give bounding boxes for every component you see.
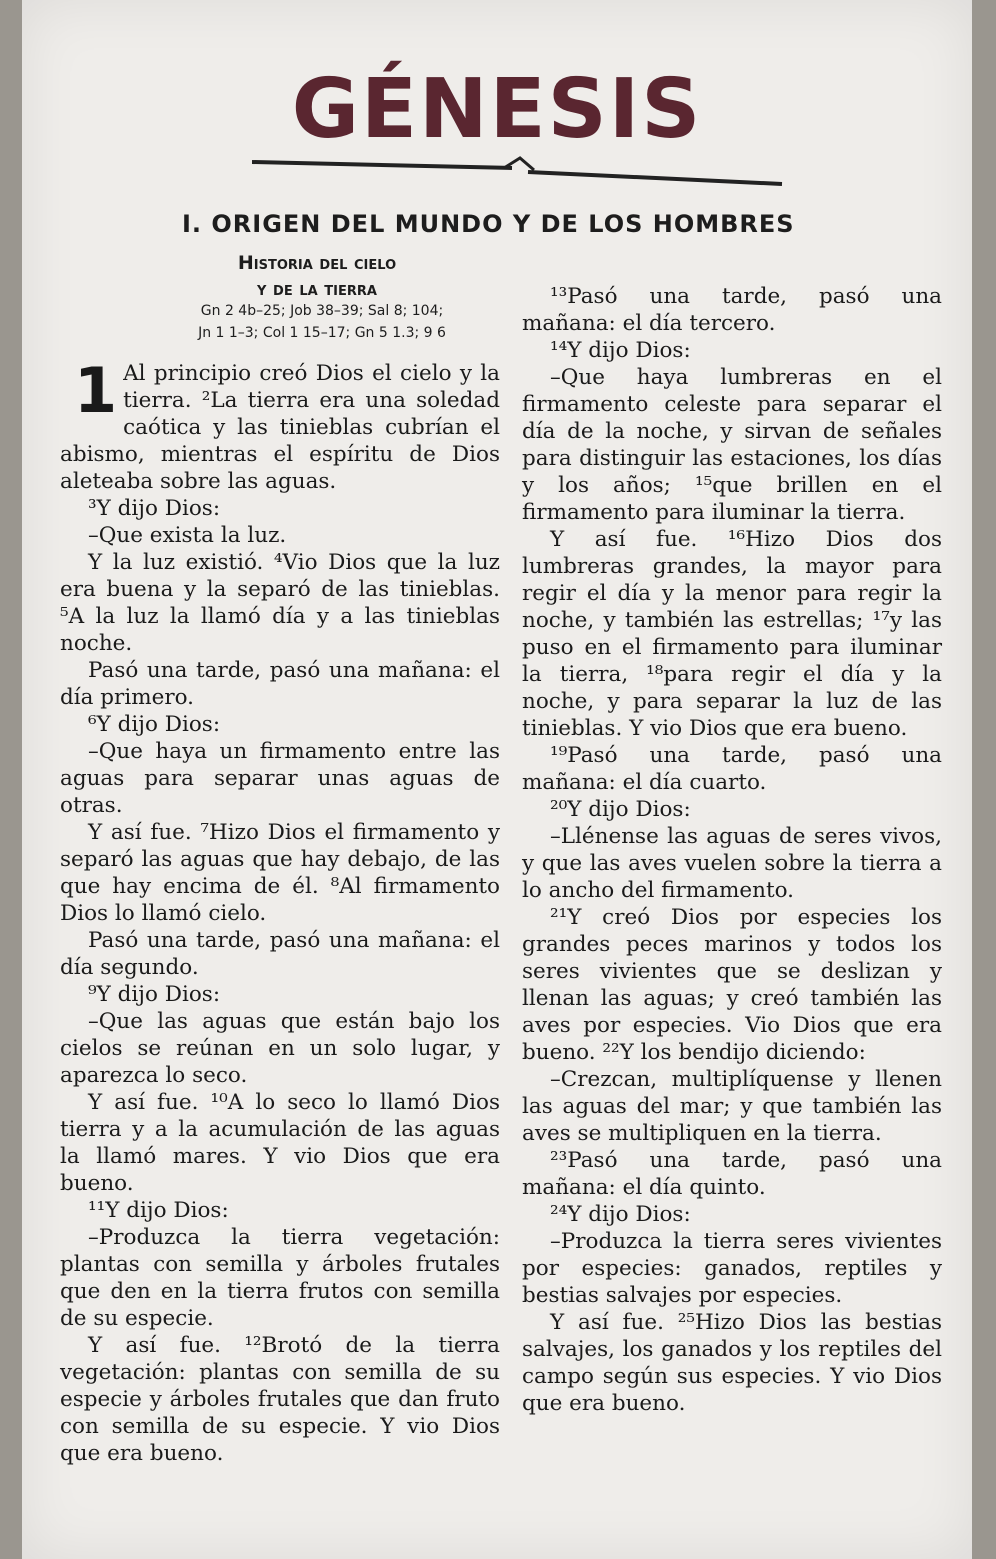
chapter-number: 1 xyxy=(74,354,118,427)
paragraph: ²¹Y creó Dios por especies los grandes peces marinos y todos los seres vivientes que se deslizan y llenan las aguas; y creó también las aves por especies. Vio Dios que era bueno. ²²Y los bendijo diciendo: xyxy=(522,905,942,1065)
paragraph: –Produzca la tierra seres vivientes por especies: ganados, reptiles y bestias salvajes por especies. xyxy=(522,1229,942,1308)
pericope-heading-line2: y de la tierra xyxy=(257,278,377,300)
paragraph: ¹³Pasó una tarde, pasó una mañana: el día tercero. xyxy=(522,284,942,336)
cross-references-line2: Jn 1 1–3; Col 1 15–17; Gn 5 1.3; 9 6 xyxy=(198,325,446,341)
cross-references xyxy=(162,300,482,344)
paragraph: Y así fue. ¹²Brotó de la tierra vegetación: plantas con semilla de su especie y árboles frutales que dan fruto con semilla de su especie. Y vio Dios que era bueno. xyxy=(60,1333,500,1466)
paragraph: ²⁰Y dijo Dios: xyxy=(550,797,691,822)
paragraph: Y así fue. ²⁵Hizo Dios las bestias salvajes, los ganados y los reptiles del campo según sus especies. Y vio Dios que era bueno. xyxy=(522,1310,942,1416)
paragraph: ²⁴Y dijo Dios: xyxy=(550,1202,691,1227)
paragraph: Y así fue. ¹⁰A lo seco lo llamó Dios tierra y a la acumulación de las aguas la llamó mares. Y vio Dios que era bueno. xyxy=(60,1090,500,1196)
paragraph: ³Y dijo Dios: xyxy=(88,496,221,521)
paragraph: –Crezcan, multiplíquense y llenen las aguas del mar; y que también las aves se multipliquen en la tierra. xyxy=(522,1067,942,1146)
right-column xyxy=(522,283,942,1417)
book-title: GÉNESIS xyxy=(291,62,703,157)
paragraph: –Llénense las aguas de seres vivos, y que las aves vuelen sobre la tierra a lo ancho del firmamento. xyxy=(522,824,942,903)
paragraph-text: Al principio creó Dios el cielo y la tierra. ²La tierra era una soledad caótica y las tinieblas cubrían el abismo, mientras el espíritu de Dios aleteaba sobre las aguas. xyxy=(60,361,500,494)
paragraph: –Que haya un firmamento entre las aguas para separar unas aguas de otras. xyxy=(60,739,500,818)
paragraph: –Que las aguas que están bajo los cielos se reúnan en un solo lugar, y aparezca lo seco. xyxy=(60,1009,500,1088)
paragraph: Pasó una tarde, pasó una mañana: el día primero. xyxy=(60,658,500,710)
paragraph: ¹¹Y dijo Dios: xyxy=(88,1198,229,1223)
paragraph: ²³Pasó una tarde, pasó una mañana: el día quinto. xyxy=(522,1148,942,1200)
paragraph xyxy=(60,354,500,495)
left-column xyxy=(60,354,500,1467)
book-page xyxy=(22,0,972,1559)
paragraph: ⁹Y dijo Dios: xyxy=(88,982,221,1007)
paragraph: ¹⁴Y dijo Dios: xyxy=(550,338,691,363)
paragraph: Y así fue. ⁷Hizo Dios el firmamento y separó las aguas que hay debajo, de las que hay encima de él. ⁸Al firmamento Dios lo llamó cielo. xyxy=(60,820,500,926)
cross-references-line1: Gn 2 4b–25; Job 38–39; Sal 8; 104; xyxy=(200,303,444,319)
paragraph: Pasó una tarde, pasó una mañana: el día segundo. xyxy=(60,928,500,980)
paragraph: –Que haya lumbreras en el firmamento celeste para separar el día de la noche, y sirvan de señales para distinguir las estaciones, los días y los años; ¹⁵que brillen en el firmamento para iluminar la tierra. xyxy=(522,365,942,525)
pericope-heading-line1: Historia del cielo xyxy=(237,252,397,274)
paragraph: –Que exista la luz. xyxy=(88,523,287,548)
title-ornament xyxy=(252,150,792,190)
paragraph: ⁶Y dijo Dios: xyxy=(88,712,221,737)
pericope-heading xyxy=(172,250,462,302)
section-title: I. ORIGEN DEL MUNDO Y DE LOS HOMBRES xyxy=(182,210,795,238)
paragraph: Y la luz existió. ⁴Vio Dios que la luz era buena y la separó de las tinieblas. ⁵A la luz la llamó día y a las tinieblas noche. xyxy=(60,550,500,656)
paragraph: –Produzca la tierra vegetación: plantas con semilla y árboles frutales que den en la tierra frutos con semilla de su especie. xyxy=(60,1225,500,1331)
paragraph: ¹⁹Pasó una tarde, pasó una mañana: el día cuarto. xyxy=(522,743,942,795)
paragraph: Y así fue. ¹⁶Hizo Dios dos lumbreras grandes, la mayor para regir el día y la menor para regir la noche, y también las estrellas; ¹⁷y las puso en el firmamento para iluminar la tierra, ¹⁸para regir el día y la noche, y para separar la luz de las tinieblas. Y vio Dios que era bueno. xyxy=(522,527,942,741)
